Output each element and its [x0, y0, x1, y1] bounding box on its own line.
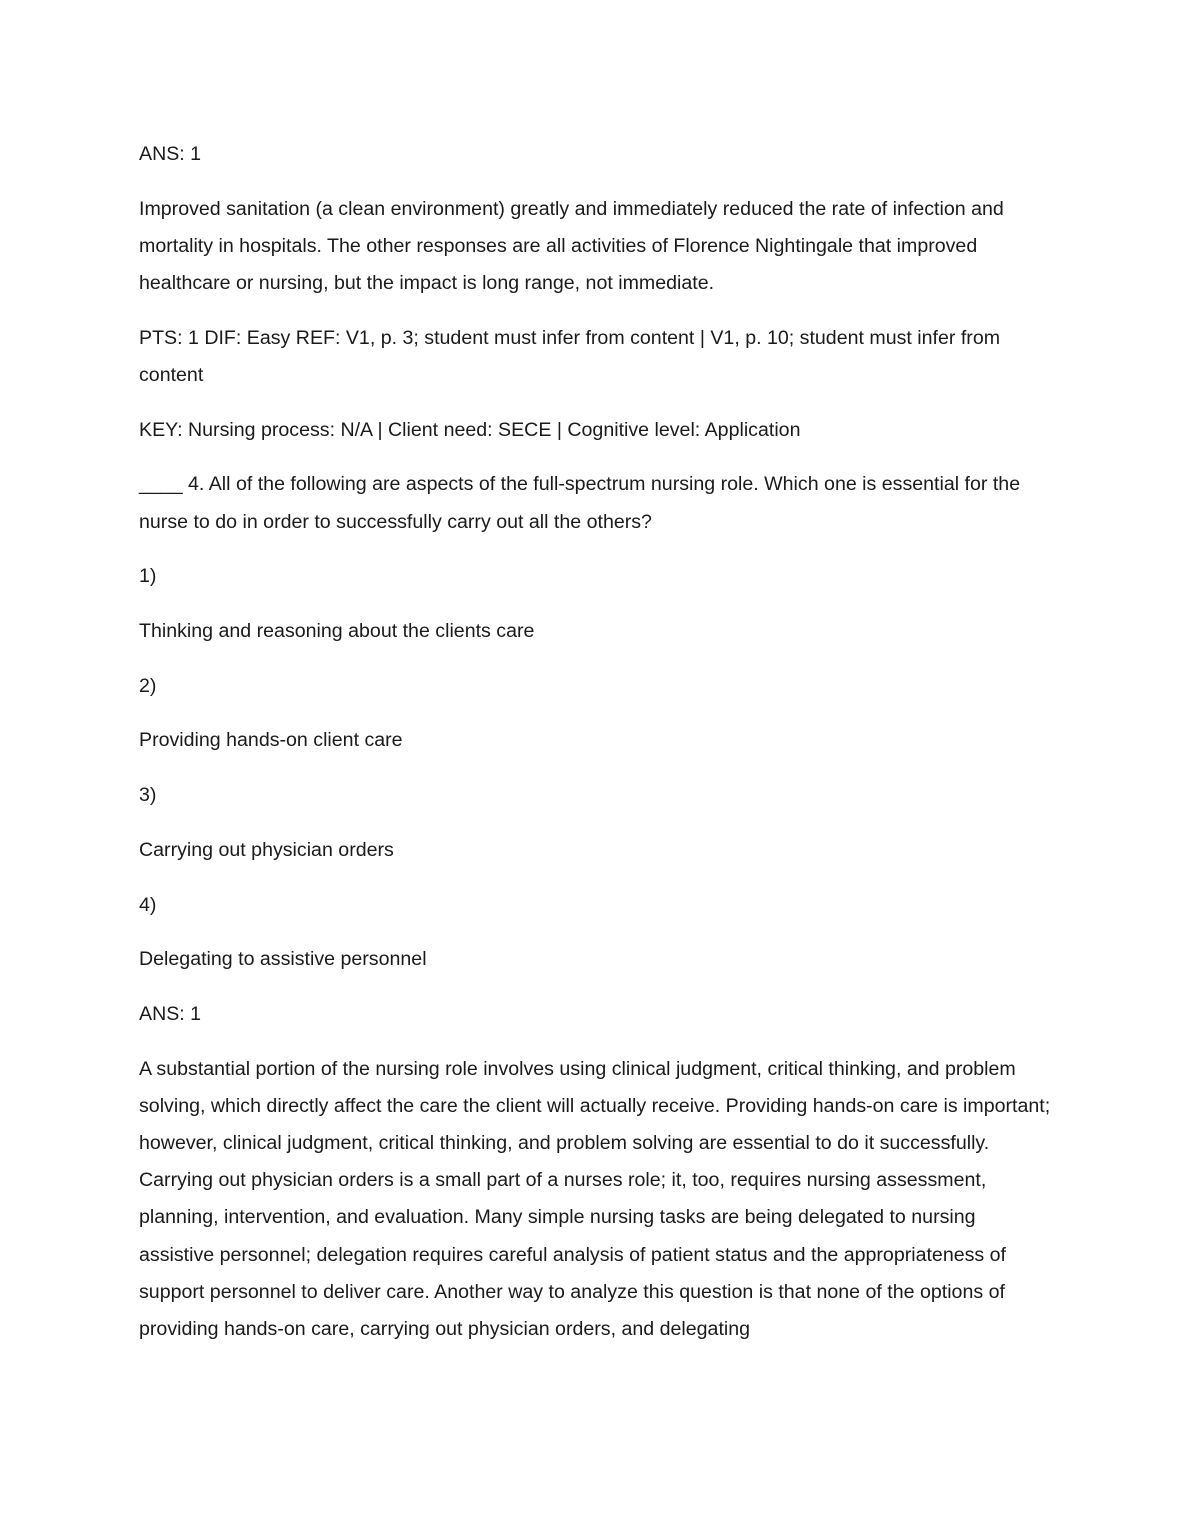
points-difficulty-reference: PTS: 1 DIF: Easy REF: V1, p. 3; student must infer from content | V1, p. 10; student must infer from content [139, 326, 1001, 387]
option-1-number: 1) [139, 565, 157, 588]
question-4-stem: ____ 4. All of the following are aspects of the full-spectrum nursing role. Which one is essential for the nurse to do in order to successfully carry out all the others? [139, 473, 1021, 533]
option-2-text: Providing hands-on client care [139, 729, 403, 752]
question-4-rationale: A substantial portion of the nursing role involves using clinical judgment, critical thinking, and problem solving, which directly affect the care the client will actually receive. Providing hands-on care is important; however, clinical judgment, critical thinking, and problem solving are essential to do it successfully. Carrying out physician orders is a small part of a nurses role; it, too, requires nursing assessment, planning, intervention, and evaluation. Many simple nursing tasks are being delegated to nursing assistive personnel; delegation requires careful analysis of patient status and the appropriateness of support personnel to deliver care. Another way to analyze this question is that none of the options of providing hands-on care, carrying out physician orders, and delegating [139, 1057, 1051, 1341]
option-3-text: Carrying out physician orders [139, 838, 394, 861]
previous-answer: ANS: 1 [139, 143, 202, 165]
question-4-answer: ANS: 1 [139, 1002, 202, 1025]
option-4-text: Delegating to assistive personnel [139, 948, 427, 971]
keywords-line: KEY: Nursing process: N/A | Client need: SECE | Cognitive level: Application [139, 418, 801, 441]
option-4-number: 4) [139, 893, 157, 916]
option-3-number: 3) [139, 784, 157, 807]
previous-rationale: Improved sanitation (a clean environment) greatly and immediately reduced the rate of infection and mortality in hospitals. The other responses are all activities of Florence Nightingale that improved healthcare or nursing, but the impact is long range, not immediate. [139, 197, 1004, 295]
option-2-number: 2) [139, 674, 157, 697]
document-body [139, 136, 1051, 1366]
option-1-text: Thinking and reasoning about the clients care [139, 620, 535, 643]
